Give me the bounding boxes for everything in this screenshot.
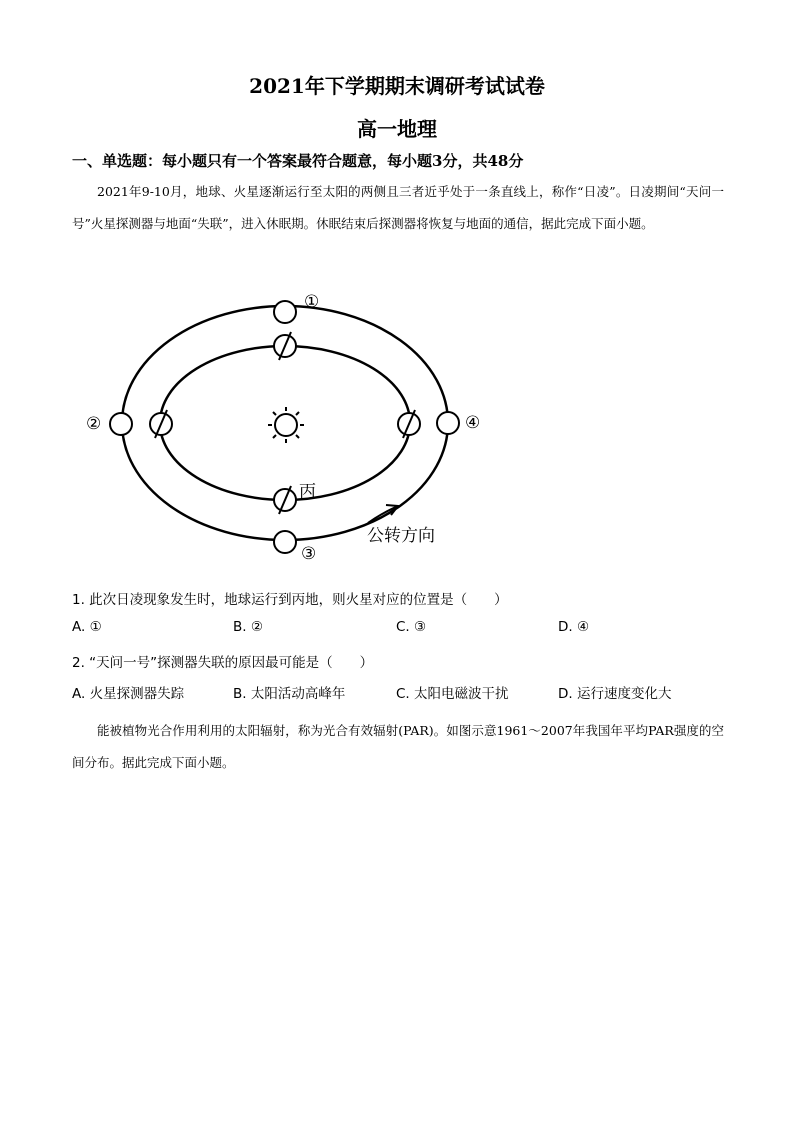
label-position-3: ③ xyxy=(301,544,317,564)
q1-option-c[interactable]: C. ③ xyxy=(396,619,427,635)
orbit-diagram xyxy=(80,283,500,568)
earth-bing xyxy=(274,486,296,514)
q1-option-d[interactable]: D. ④ xyxy=(558,619,590,635)
q2-option-b[interactable]: B. 太阳活动高峰年 xyxy=(233,686,346,702)
question-1-stem: 1. 此次日凌现象发生时，地球运行到丙地，则火星对应的位置是（ ） xyxy=(72,592,508,608)
passage-par: 能被植物光合作用利用的太阳辐射，称为光合有效辐射(PAR)。如图示意1961～2007年我国年平均PAR强度的空间分布。据此完成下面小题。 xyxy=(72,723,724,770)
earth-right xyxy=(398,410,420,438)
exam-subject: 高一地理 xyxy=(357,117,437,141)
label-position-4: ④ xyxy=(465,413,481,433)
q2-option-a[interactable]: A. 火星探测器失踪 xyxy=(72,686,185,702)
section-heading: 一、单选题：每小题只有一个答案最符合题意，每小题3分，共48分 xyxy=(72,152,524,170)
mars-position-3 xyxy=(274,531,296,553)
direction-arrow xyxy=(368,505,398,523)
earth-top xyxy=(274,332,296,360)
mars-position-2 xyxy=(110,413,132,435)
label-position-1: ① xyxy=(304,292,320,312)
q2-option-d[interactable]: D. 运行速度变化大 xyxy=(558,686,672,702)
sun-icon xyxy=(268,407,304,443)
q1-option-b[interactable]: B. ② xyxy=(233,619,263,635)
q2-option-c[interactable]: C. 太阳电磁波干扰 xyxy=(396,686,509,702)
label-position-2: ② xyxy=(86,414,102,434)
label-direction: 公转方向 xyxy=(367,526,435,546)
exam-title: 2021年下学期期末调研考试试卷 xyxy=(249,74,545,98)
question-2-stem: 2. “天问一号”探测器失联的原因最可能是（ ） xyxy=(72,655,374,671)
passage-ri-ling: 2021年9-10月，地球、火星逐渐运行至太阳的两侧且三者近乎处于一条直线上，称作“日凌”。日凌期间“天问一号”火星探测器与地面“失联”，进入休眠期。休眠结束后探测器将恢复与地面的通信，据此完成下面小题。 xyxy=(72,184,724,231)
mars-position-1 xyxy=(274,301,296,323)
q1-option-a[interactable]: A. ① xyxy=(72,619,102,635)
mars-position-4 xyxy=(437,412,459,434)
label-bing: 丙 xyxy=(299,482,316,502)
earth-left xyxy=(150,410,172,438)
